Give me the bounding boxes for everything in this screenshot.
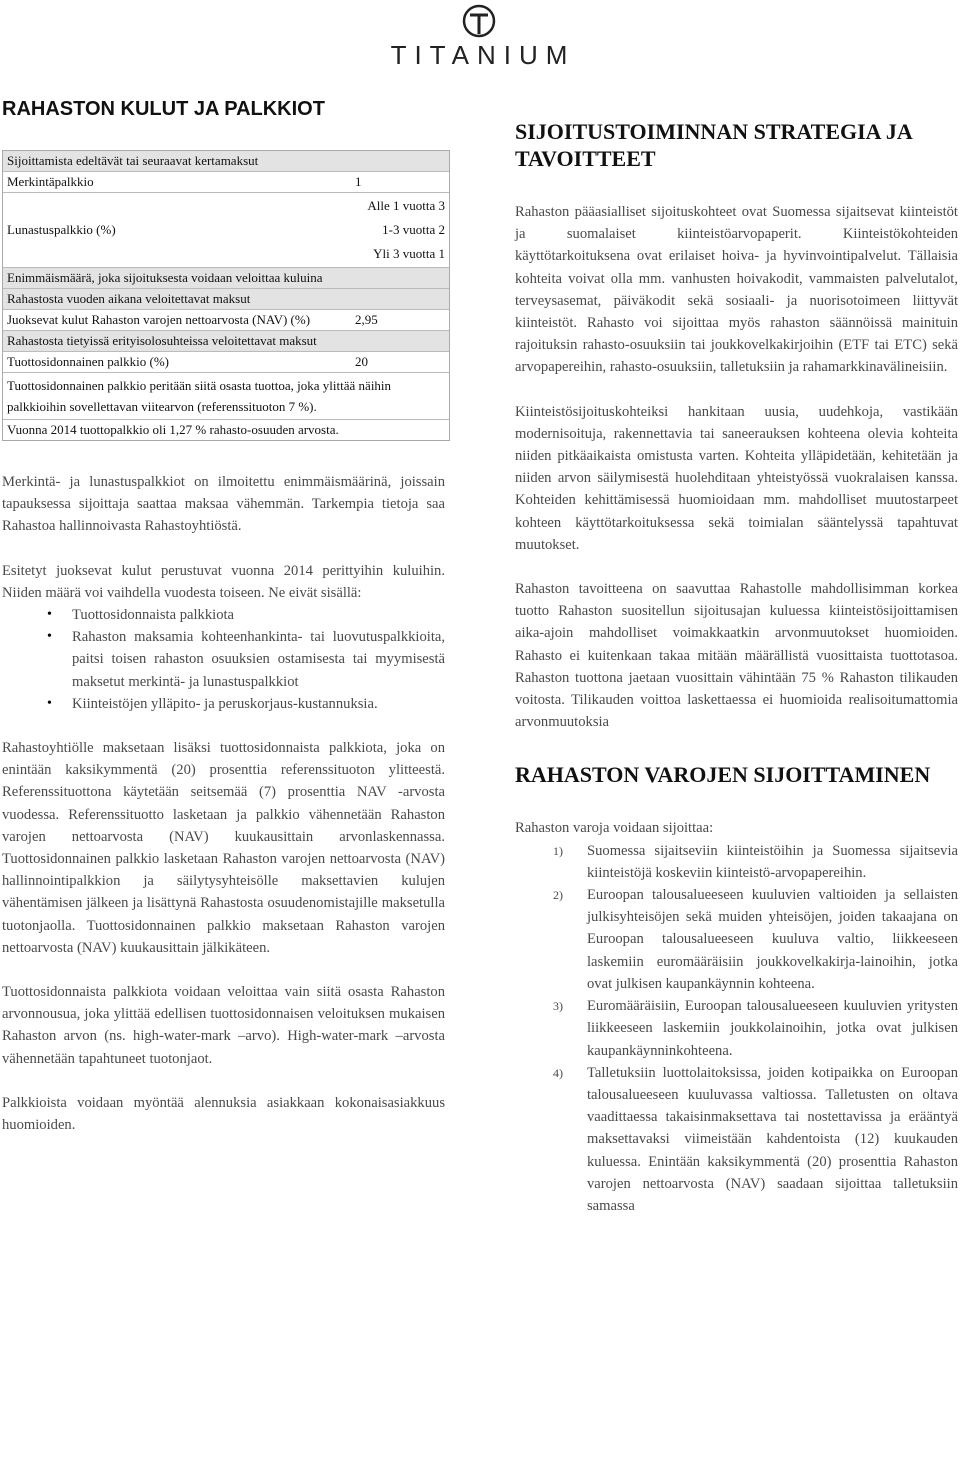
strategy-paragraph-3: Rahaston tavoitteena on saavuttaa Rahastolle mahdollisimman korkea tuotto Rahaston suositellun sijoitusajan kuluessa kiinteistösijoittamisen aika-ajoin mahdolliset voimakkaatkin arvonmuutokset huomioiden. Rahasto ei kuitenkaan takaa mitään määrällistä vuosittaista tuottotasoa. Rahaston tuottona jaetaan vuosittain vähintään 75 % Rahaston tilikauden voitosta. Tilikauden voittoa laskettaessa ei huomioida realisoitumattomia arvonmuutoksia [515,581,958,731]
fee-row-special-title: Rahastosta tietyissä erityisolosuhteissa veloitettavat maksut [3,330,449,351]
fees-paragraph-4: Tuottosidonnaista palkkiota voidaan veloittaa vain siitä osasta Rahaston arvonnousua, joka ylittää edellisen tuottosidonnaisen veloituksen mukaisen Rahaston arvon (ns. high-water-mark –arvo). High-water-mark –arvosta vähennetään tapahtuneet tuotonjaot. [2,984,445,1067]
fee-row-one-off-title: Sijoittamista edeltävät tai seuraavat kertamaksut [3,151,449,171]
fee-row-max-note: Enimmäismäärä, joka sijoituksesta voidaan veloittaa kuluina [3,267,449,288]
ongoing-fee-value: 2,95 [355,312,378,327]
strategy-heading: SIJOITUSTOIMINNAN STRATEGIA JA TAVOITTEET [515,119,912,171]
list-item: 2) Euroopan talousalueeseen kuuluvien valtioiden ja sellaisten julkisyhteisöjen sekä muiden yhteisöjen, joiden takaajana on Euroopan talousalueeseen kuuluva valtio, liikkeeseen laskemiin euromääräisiin joukkovelkakirja-lainoihin, jotka ovat julkisen kaupankäynnin kohteena. [553,887,958,992]
strategy-paragraph-2: Kiinteistösijoituskohteiksi hankitaan uusia, uudehkoja, vastikään modernisoituja, rakennettavia tai saneerauksen kohteena olevia kohteita niiden pitkäaikaista omistusta varten. Kohteita ylläpidetään, kehitetään ja niiden arvon säilymisestä huolehditaan yhteistyössä vuokralaisen kanssa. Kohteiden kehittämisessä huomioidaan mm. mahdolliset muutostarpeet kohteen käyttötarkoituksessa sekä toimialan sääntelyssä tapahtuvat muutokset. [515,403,958,553]
performance-fee-value: 20 [355,354,368,369]
fee-row-performance: Tuottosidonnainen palkkio (%) 20 [3,351,449,372]
redemption-values: Alle 1 vuotta 3 1-3 vuotta 2 Yli 3 vuotta 1 [367,198,445,261]
fees-paragraph-3: Rahastoyhtiölle maksetaan lisäksi tuottosidonnaista palkkiota, joka on enintään kaksikymmentä (20) prosenttia referenssituoton ylitteestä. Referenssituottona käytetään seitsemää (7) prosenttia NAV -arvosta vuodessa. Referenssituotto lasketaan ja palkkio vähennetään Rahaston varojen nettoarvosta (NAV) kuukausittain arvonlaskennassa. Tuottosidonnainen palkkio lasketaan Rahaston varojen nettoarvosta (NAV) hallinnointipalkkion ja säilytysyhteisölle maksettavien kulujen vähentämisen jälkeen ja lisättynä Rahastosta osuudenomistajille maksetulla tuotonjaolla. Tuottosidonnainen palkkio maksetaan Rahaston varojen nettoarvosta (NAV) kuukausittain jälkikäteen. [2,740,445,956]
fee-row-performance-2014: Vuonna 2014 tuottopalkkio oli 1,27 % rahasto-osuuden arvosta. [3,419,449,440]
fees-heading: RAHASTON KULUT JA PALKKIOT [2,98,325,120]
logo-text: TITANIUM [390,40,576,70]
fee-row-redemption: Lunastuspalkkio (%) Alle 1 vuotta 3 1-3 vuotta 2 Yli 3 vuotta 1 [3,192,449,267]
list-item: • Kiinteistöjen ylläpito- ja peruskorjaus-kustannuksia. [2,693,445,715]
fee-row-entry: Merkintäpalkkio 1 [3,171,449,192]
fee-table [2,150,450,441]
titanium-logo [378,4,580,71]
list-item: 4) Talletuksiin luottolaitoksissa, joiden kotipaikka on Euroopan talousalueeseen kuuluvassa valtiossa. Talletusten on oltava vaadittaessa takaisinmaksettava tai nostettavissa ja erääntyä maksettavaksi viimeistään kahdentoista (12) kuukauden kuluessa. Enintään kaksikymmentä (20) prosenttia Rahaston varojen nettoarvosta (NAV) saadaan sijoittaa talletuksiin samassa [553,1064,958,1214]
excluded-costs-list [2,604,445,715]
investment-targets-list [515,840,958,1217]
fee-row-performance-note: Tuottosidonnainen palkkio peritään siitä osasta tuottoa, joka ylittää näihin palkkioihin sovellettavan viitearvon (referenssituoton 7 %). [3,372,449,419]
list-item: • Tuottosidonnaista palkkiota [2,604,445,626]
list-item: 3) Euromääräisiin, Euroopan talousalueeseen kuuluvien yritysten liikkeeseen laskemiin joukkolainoihin, jotka ovat julkisen kaupankäynninkohteena. [553,998,958,1059]
right-column [515,118,958,1217]
entry-fee-value: 1 [355,174,362,189]
list-item: • Rahaston maksamia kohteenhankinta- tai luovutuspalkkioita, paitsi toisen rahaston osuuksien ostamisesta tai myymisestä maksetut merkintä- ja lunastuspalkkiot [2,626,445,693]
strategy-paragraph-1: Rahaston pääasialliset sijoituskohteet ovat Suomessa sijaitsevat kiinteistöt ja suomalaiset kiinteistöarvopaperit. Kiinteistökohteiden käyttötarkoituksena ovat erilaiset hoiva- ja hyvinvointipalvelut. Tällaisia kohteita voivat olla mm. vanhusten hoivakodit, vammaisten palvelutalot, terveysasemat, päiväkodit sekä sosiaali- ja nuorisotoimeen liittyvät kiinteistöt. Rahasto voi sijoittaa myös rahaston säännöissä mainituin rajoituksin rahasto-osuuksiin tai joukkovelkakirjoihin (ETF tai ETC) sekä arvopapereihin, rahasto-osuuksiin, talletuksiin ja rahamarkkinavälineisiin. [515,204,958,376]
list-item: 1) Suomessa sijaitseviin kiinteistöihin ja Suomessa sijaitsevia kiinteistöjä koskeviin kiinteistö-arvopapereihin. [553,842,958,881]
fees-paragraph-5: Palkkioista voidaan myöntää alennuksia asiakkaan kokonaisasiakkuus huomioiden. [2,1094,445,1134]
titanium-t-logo-icon [462,4,496,38]
fee-row-ongoing: Juoksevat kulut Rahaston varojen nettoarvosta (NAV) (%) 2,95 [3,309,449,330]
fees-paragraph-2: Esitetyt juoksevat kulut perustuvat vuonna 2014 perittyihin kuluihin. Niiden määrä voi vaihdella vuodesta toiseen. Ne eivät sisällä: [2,562,445,601]
left-column [2,94,445,1136]
investing-heading: RAHASTON VAROJEN SIJOITTAMINEN [515,762,931,788]
fees-paragraph-1: Merkintä- ja lunastuspalkkiot on ilmoitettu enimmäismäärinä, joissain tapauksessa sijoittaja saattaa maksaa vähemmän. Tarkempia tietoja saa Rahastoa hallinnoivasta Rahastoyhtiöstä. [2,474,445,535]
fee-row-annual-title: Rahastosta vuoden aikana veloitettavat maksut [3,288,449,309]
investing-intro: Rahaston varoja voidaan sijoittaa: [515,820,714,837]
